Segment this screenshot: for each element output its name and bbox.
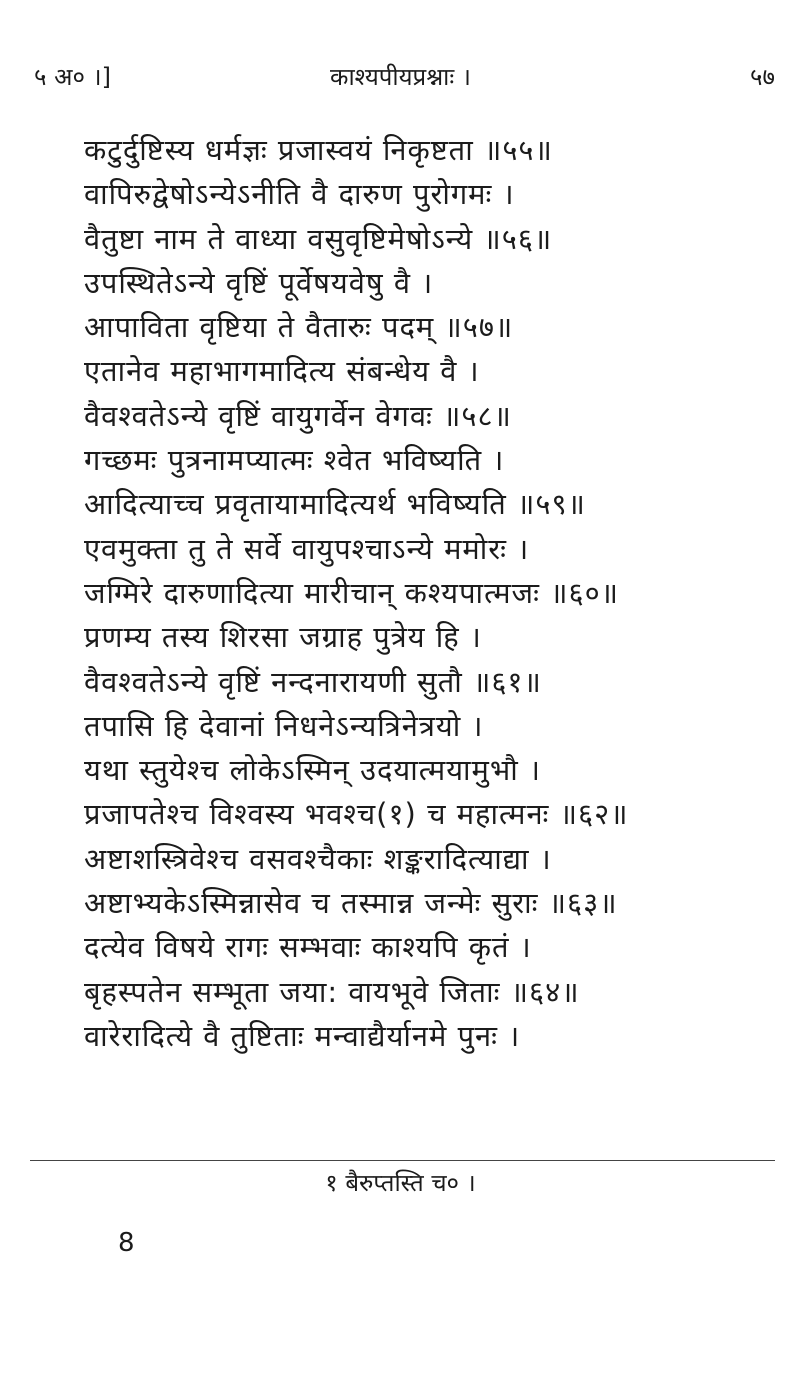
verse-line: तपासि हि देवानां निधनेऽन्यत्रिनेत्रयो । (84, 708, 484, 743)
verse-line: दत्येव विषये रागः सम्भवाः काश्यपि कृतं । (84, 930, 532, 965)
verse-line: वैवश्वतेऽन्ये वृष्टिं वायुगर्वेन वेगवः ॥५८॥ (84, 398, 512, 433)
page-number: 8 (118, 1228, 135, 1258)
header-chapter: ५ अ० ।] (34, 63, 112, 91)
verse-line: वैवश्वतेऽन्ये वृष्टिं नन्दनारायणी सुतौ ॥६१॥ (84, 664, 542, 699)
verse-line: कटुर्दुष्टिस्य धर्मज्ञः प्रजास्वयं निकृष्टता ॥५५॥ (84, 133, 553, 167)
verse-line: अष्टाभ्यकेऽस्मिन्नासेव च तस्मान्न जन्मेः सुराः ॥६३॥ (84, 886, 618, 921)
verse-line: वारेरादित्ये वै तुष्टिताः मन्वाद्यैर्यानमे पुनः । (84, 1018, 521, 1053)
verse-line: आपाविता वृष्टिया ते वैतारुः पदम् ॥५७॥ (84, 310, 514, 345)
verse-line: आदित्याच्च प्रवृतायामादित्यर्थ भविष्यति ॥५९॥ (84, 487, 586, 522)
running-header (0, 60, 801, 100)
header-title: काश्यपीयप्रश्नाः । (330, 63, 471, 91)
verse-line: यथा स्तुयेश्च लोकेऽस्मिन् उदयात्मयामुभौ । (84, 753, 541, 788)
verse-line: वैतुष्टा नाम ते वाध्या वसुवृष्टिमेषोऽन्ये ॥५६॥ (84, 221, 553, 256)
verse-line: एतानेव महाभागमादित्य संबन्धेय वै । (84, 354, 480, 389)
verse-line: जग्मिरे दारुणादित्या मारीचान् कश्यपात्मजः ॥६०॥ (84, 575, 620, 610)
verse-line: उपस्थितेऽन्ये वृष्टिं पूर्वेषयवेषु वै । (84, 265, 434, 300)
header-page-number: ५७ (750, 63, 775, 91)
verse-line: वापिरुद्वेषोऽन्येऽनीति वै दारुण पुरोगमः । (84, 177, 515, 212)
verse-line: गच्छमः पुत्रनामप्यात्मः श्वेत भविष्यति । (84, 443, 505, 478)
verse-line: अष्टाशस्त्रिवेश्च वसवश्चैकाः शङ्करादित्याद्या । (84, 841, 552, 876)
verse-line: प्रणम्य तस्य शिरसा जग्राह पुत्रेय हि । (84, 620, 482, 655)
footnote-divider (30, 1160, 775, 1161)
footnote: १ बैरुप्तस्ति च० । (325, 1169, 476, 1197)
verse-line: एवमुक्ता तु ते सर्वे वायुपश्चाऽन्ये ममोरः । (84, 531, 530, 566)
verse-line: बृहस्पतेन सम्भूता जया: वायभूवे जिताः ॥६४॥ (84, 974, 580, 1009)
verse-block (84, 128, 774, 1058)
verse-line: प्रजापतेश्च विश्वस्य भवश्च(१) च महात्मनः ॥६२॥ (84, 797, 629, 832)
